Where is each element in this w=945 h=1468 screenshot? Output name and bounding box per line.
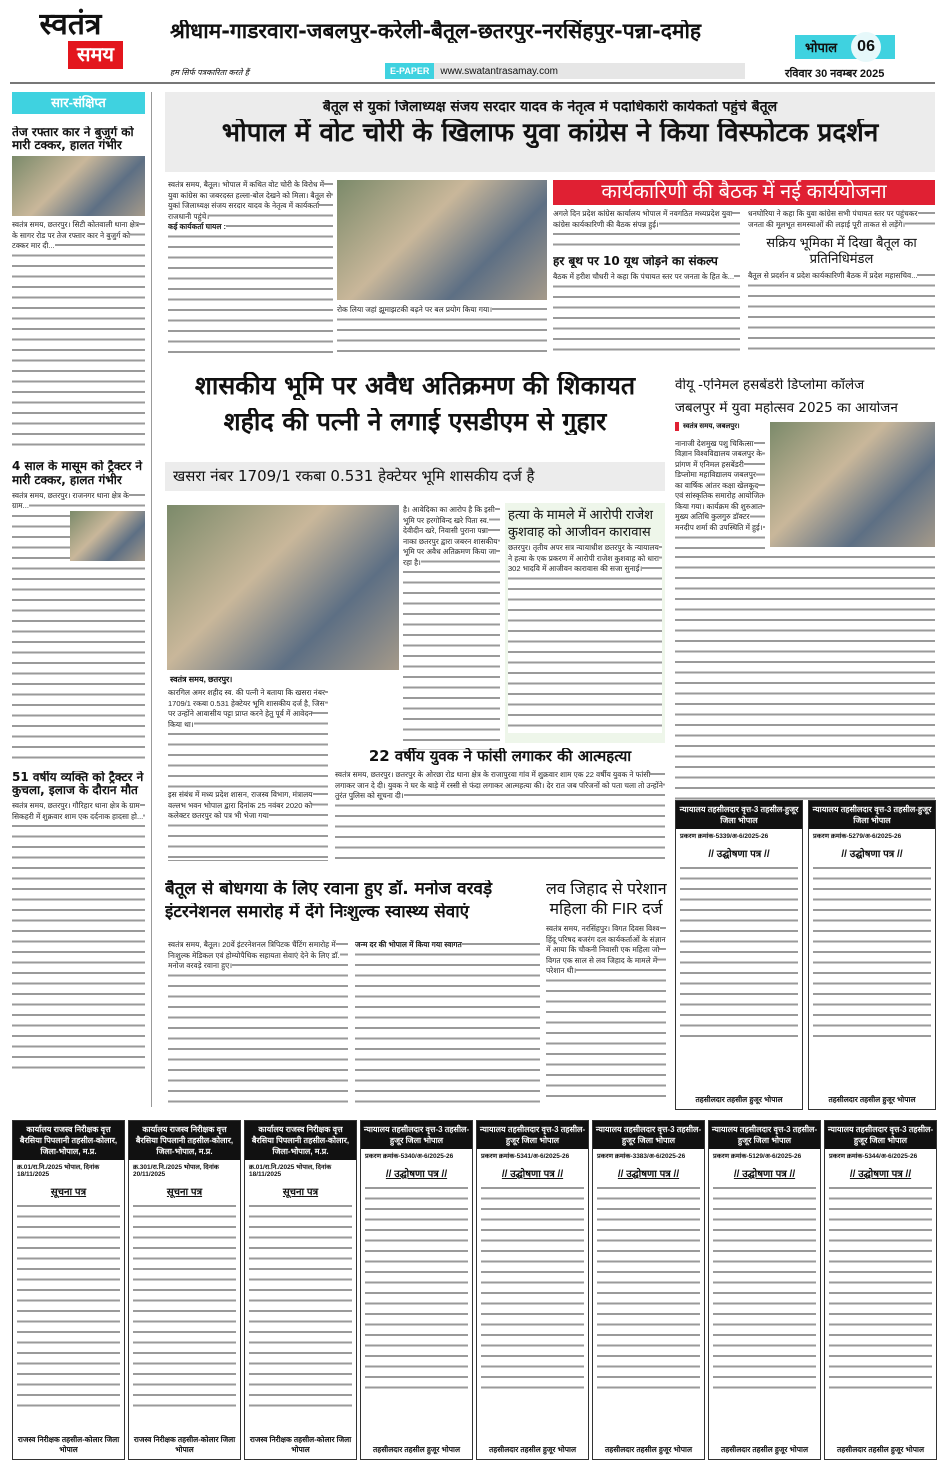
college-dateline: स्वतंत्र समय, जबलपुर। [675, 422, 765, 431]
notice-court: न्यायालय तहसीलदार वृत्त-3 तहसील-हुजूर जिला भोपाल [593, 1121, 704, 1149]
lead-body [168, 180, 333, 360]
notice-body [365, 1184, 468, 1392]
notice-title: // उद्घोषणा पत्र // [501, 1169, 564, 1180]
sidebar-head-2: 4 साल के मासूम को ट्रैक्टर ने मारी टक्कर, हालत गंभीर [12, 460, 143, 487]
notice-sign: तहसीलदार तहसील हुजूर भोपाल [372, 1445, 461, 1454]
notice-court: कार्यालय राजस्व निरीक्षक वृत्त बैरसिया पिपलानी तहसील-कोलार, जिला-भोपाल, म.प्र. [245, 1121, 356, 1160]
college-story [675, 378, 935, 798]
notice-title: // उद्घोषणा पत्र // [733, 1169, 796, 1180]
college-headline-2: जबलपुर में युवा महोत्सव 2025 का आयोजन [675, 400, 898, 416]
notice-body [597, 1184, 700, 1392]
notice-bottom [360, 1120, 473, 1460]
murder-box [505, 503, 665, 743]
box-sub1: हर बूथ पर 10 यूथ जोड़ने का संकल्प [553, 255, 718, 268]
love-story [546, 880, 666, 1104]
notice-court: न्यायालय तहसीलदार वृत्त-3 तहसील-हुजूर जिला भोपाल [477, 1121, 588, 1149]
text: इस संबंध में मध्य प्रदेश शासन, राजस्व विभाग, मंत्रालय वल्लभ भवन भोपाल द्वारा दिनांक 25 नवंबर 2020 को कलेक्टर छतरपुर को पत्र भी भेजा गया [168, 790, 313, 820]
second-heading [165, 372, 665, 435]
notice-court: न्यायालय तहसीलदार वृत्त-3 तहसील-हुजूर जिला भोपाल [709, 1121, 820, 1149]
suicide-body [335, 770, 665, 862]
college-body-top [675, 439, 765, 549]
text: नानाजी देशमुख पशु चिकित्सा विज्ञान विश्वविद्यालय जबलपुर के प्रांगण में एनिमल हसबेंडरी डिप्लोमा महाविद्यालय जबलपुर का वार्षिक आंतर कक्षा खेलकूद एवं सांस्कृतिक समारोह आयोजित किया गया। कार्यक्रम की शुरुआत मुख्य अतिथि कुलगुरु डॉक्टर मनदीप शर्मा की उपस्थिति में हुई। [675, 438, 764, 532]
second-photo [167, 505, 399, 670]
sidebar-body-3 [12, 801, 145, 1071]
notice-court: न्यायालय तहसीलदार वृत्त-3 तहसील-हुजूर जिला भोपाल [676, 801, 802, 829]
notice-case: प्रकरण क्रमांक-5129/अ-6/2025-26 [713, 1153, 802, 1160]
murder-headline: हत्या के मामले में आरोपी राजेश कुशवाह को आजीवन कारावास [508, 507, 654, 539]
text: स्वतंत्र समय, छतरपुर। छतरपुर के ओरछा रोड थाना क्षेत्र के राजापुरवा गांव में शुक्रवार शाम एक 22 वर्षीय युवक ने फांसी लगाकर जान दे दी। युवक ने घर के बाड़े में रस्सी से फंदा लगाकर आत्महत्या की। देर रात जब परिजनों को पता चला तो उन्होंने तुरंत पुलिस को सूचना दी। [335, 770, 663, 800]
text: स्वतंत्र समय, नरसिंहपुर। विगत दिवस विश्व हिंदू परिषद बजरंग दल कार्यकर्ताओं के संज्ञान में आया कि चौकनी निवासी एक महिला जो विगत एक साल से लव जिहाद के मामले में परेशान थी। [546, 924, 666, 975]
text: स्वतंत्र समय, बैतूल। भोपाल में कथित वोट चोरी के विरोध में युवा कांग्रेस का जबरदस्त हल्ला-बोल देखने को मिला। बैतूल से युकां जिलाध्यक्ष संजय सरदार यादव के नेतृत्व में कार्यकर्ता राजधानी पहुंचे। [168, 180, 332, 221]
notice-body [249, 1202, 352, 1410]
lead-photo [337, 180, 547, 300]
lead-headline: भोपाल में वोट चोरी के खिलाफ युवा कांग्रेस ने किया विस्फोटक प्रदर्शन [221, 119, 879, 148]
lead-heading [165, 92, 935, 172]
murder-body [508, 543, 662, 733]
notice-body [713, 1184, 816, 1392]
notice-court: न्यायालय तहसीलदार वृत्त-3 तहसील-हुजूर जिला भोपाल [825, 1121, 936, 1149]
masthead-logo [18, 8, 123, 80]
manoj-headline-2: इंटरनेशनल समारोह में देंगे निःशुल्क स्वास्थ्य सेवाएं [165, 902, 470, 922]
notice-title: सूचना पत्र [282, 1187, 319, 1198]
notice-case: क्र.301/रा.नि./2025 भोपाल, दिनांक 20/11/2025 [133, 1164, 219, 1178]
suicide-headline: 22 वर्षीय युवक ने फांसी लगाकर की आत्महत्या [368, 748, 632, 765]
notice-court: न्यायालय तहसीलदार वृत्त-3 तहसील-हुजूर जिला भोपाल [361, 1121, 472, 1149]
second-dateline: स्वतंत्र समय, छतरपुर। [170, 675, 233, 684]
tagline: हम सिर्फ पत्रकारिता करते हैं [170, 68, 249, 77]
notice-sign: तहसीलदार तहसील हुजूर भोपाल [720, 1445, 809, 1454]
page-number: 06 [851, 32, 881, 62]
notice-sign: तहसीलदार तहसील हुजूर भोपाल [604, 1445, 693, 1454]
epaper-badge[interactable]: E-PAPER [385, 63, 434, 79]
notice-body [829, 1184, 932, 1392]
notice-bottom [824, 1120, 937, 1460]
notice-case: क्र.01/रा.नि./2025 भोपाल, दिनांक 18/11/2025 [17, 1164, 100, 1178]
box-headline: कार्यकारिणी की बैठक में नई कार्ययोजना [553, 180, 935, 205]
lead-kicker: बैतूल से युकां जिलाध्यक्ष संजय सरदार यादव के नेतृत्व में पदाधिकारी कार्यकर्ता पहुंचे बैतूल [322, 100, 778, 115]
notice-title: // उद्घोषणा पत्र // [841, 849, 903, 860]
notice-title: // उद्घोषणा पत्र // [708, 849, 770, 860]
text: रोक लिया जहां झूमाझटकी बढ़ने पर बल प्रयोग किया गया। [337, 305, 493, 314]
text: धनघोरिया ने कहा कि युवा कांग्रेस सभी पंचायत स्तर पर पहुंचकर जनता की मूलभूत समस्याओं की लड़ाई पूरी ताकत से लड़ेंगे। [748, 209, 918, 229]
college-body [675, 553, 935, 803]
notice-sign: राजस्व निरीक्षक तहसील-कोलार जिला भोपाल [249, 1435, 352, 1454]
box-p1 [553, 209, 740, 251]
edition-label: भोपाल [805, 40, 838, 55]
website-link[interactable]: www.swatantrasamay.com [440, 65, 558, 77]
notice-bottom [592, 1120, 705, 1460]
box-p2 [553, 272, 740, 352]
love-headline-1: लव जिहाद से परेशान [546, 881, 667, 898]
sidebar-body-2 [12, 491, 145, 761]
text: स्वतंत्र समय, बैतूल। 20वें इंटरनेशनल त्रिपिटक चैंटिंग समारोह में निःशुल्क मेडिकल एवं होम्योपैथिक सहायता सेवाएं देने के लिए डॉ. मनोज वरवड़े रवाना हुए। [168, 940, 340, 970]
subhead: कई कार्यकर्ता घायल : [168, 222, 227, 231]
lead-caption [337, 305, 547, 360]
notice-sign: तहसीलदार तहसील हुजूर भोपाल [836, 1445, 925, 1454]
notice-case: प्रकरण क्रमांक-5341/अ-6/2025-26 [481, 1153, 570, 1160]
second-headline-1: शासकीय भूमि पर अवैध अतिक्रमण की शिकायत [194, 372, 636, 400]
manoj-body-1 [168, 940, 348, 1105]
notice-sign: तहसीलदार तहसील हुजूर भोपाल [695, 1095, 783, 1104]
notice-bottom [244, 1120, 357, 1460]
second-headline-2: शहीद की पत्नी ने लगाई एसडीएम से गुहार [223, 407, 607, 435]
sidebar-photo-1 [12, 156, 145, 216]
love-body [546, 924, 666, 1104]
notice-body [813, 864, 931, 1042]
url-bar [385, 63, 745, 79]
notice-body [133, 1202, 236, 1410]
text: स्वतंत्र समय, छतरपुर। गौरिहार थाना क्षेत्र के ग्राम सिकहरी में शुक्रवार शाम एक दर्दनाक हादसा हो... [12, 801, 144, 821]
notice-body [680, 864, 798, 1042]
notice-case: प्रकरण क्रमांक-3383/अ-6/2025-26 [597, 1153, 686, 1160]
text: स्वतंत्र समय, छतरपुर। राजनगर थाना क्षेत्र के ग्राम... [12, 490, 129, 511]
text: छतरपुर। तृतीय अपर सत्र न्यायाधीश छतरपुर के न्यायालय ने हत्या के एक प्रकरण में आरोपी राजेश कुशवाह को धारा 302 भादवि में आजीवन कारावास की सजा सुनाई। [508, 543, 659, 573]
edition-box [795, 35, 895, 59]
notice-title: // उद्घोषणा पत्र // [385, 1169, 448, 1180]
sidebar-head-1: तेज रफ्तार कार ने बुजुर्ग को मारी टक्कर, हालत गंभीर [12, 126, 134, 153]
notice-court: न्यायालय तहसीलदार वृत्त-3 तहसील-हुजूर जिला भोपाल [809, 801, 935, 829]
love-headline-2: महिला की FIR दर्ज [549, 901, 663, 918]
box-p4 [748, 271, 935, 356]
notice-right-1 [675, 800, 803, 1110]
sidebar-title: सार-संक्षिप्त [12, 92, 145, 114]
notice-right-2 [808, 800, 936, 1110]
second-body-3 [168, 790, 328, 860]
box-sub2: सक्रिय भूमिका में दिखा बैतूल का प्रतिनिधिमंडल [766, 235, 917, 266]
notice-body [17, 1202, 120, 1410]
sidebar-head-3: 51 वर्षीय व्यक्ति को ट्रैक्टर ने कुचला, इलाज के दौरान मौत [12, 770, 144, 797]
notice-title: // उद्घोषणा पत्र // [849, 1169, 912, 1180]
text: स्वतंत्र समय, छतरपुर। सिटी कोतवाली थाना क्षेत्र के सागर रोड पर तेज रफ्तार कार ने बुजुर्ग को टक्कर मार दी... [12, 220, 139, 251]
notice-court: कार्यालय राजस्व निरीक्षक वृत्त बैरसिया पिपलानी तहसील-कोलार, जिला-भोपाल, म.प्र. [13, 1121, 124, 1160]
text: कारगिल अमर शहीद स्व. की पत्नी ने बताया कि खसरा नंबर 1709/1 रकबा 0.531 हेक्टेयर भूमि शासकीय दर्ज है, जिस पर उन्होंने आवासीय पट्टा प्राप्त करने हेतु पूर्व में आवेदन किया था। [168, 688, 326, 729]
sidebar [12, 92, 152, 1107]
text: बैतूल से प्रदर्शन व प्रदेश कार्यकारिणी बैठक में प्रदेश महासचिव... [748, 271, 918, 280]
text: बैठक में हरीश चौधरी ने कहा कि पंचायत स्तर पर जनता के हित के... [553, 272, 735, 282]
notice-case: क्र.01/रा.नि./2025 भोपाल, दिनांक 18/11/2025 [249, 1164, 332, 1178]
logo-bottom: समय [68, 41, 123, 69]
notice-bottom [708, 1120, 821, 1460]
notice-case: प्रकरण क्रमांक-5344/अ-6/2025-26 [829, 1153, 918, 1160]
second-body-1 [403, 505, 500, 750]
notice-title: // उद्घोषणा पत्र // [617, 1169, 680, 1180]
manoj-body-2 [355, 940, 540, 1105]
notice-sign: राजस्व निरीक्षक तहसील-कोलार जिला भोपाल [17, 1435, 120, 1454]
sidebar-photo-2 [70, 511, 145, 561]
notice-bottom [128, 1120, 241, 1460]
lead-box [553, 180, 935, 360]
notice-court: कार्यालय राजस्व निरीक्षक वृत्त बैरसिया पिपलानी तहसील-कोलार, जिला-भोपाल, म.प्र. [129, 1121, 240, 1160]
notice-sign: तहसीलदार तहसील हुजूर भोपाल [828, 1095, 916, 1104]
college-photo [770, 422, 935, 547]
second-subhead: खसरा नंबर 1709/1 रकबा 0.531 हेक्टेयर भूमि शासकीय दर्ज है [165, 462, 665, 491]
header-rule [10, 82, 935, 84]
notice-case: प्रकरण क्रमांक-5339/अ-6/2025-26 [680, 833, 769, 840]
notice-body [481, 1184, 584, 1392]
text: अगले दिन प्रदेश कांग्रेस कार्यालय भोपाल में नवगठित मध्यप्रदेश युवा कांग्रेस कार्यकारिणी की बैठक संपन्न हुई। [553, 209, 733, 229]
notice-title: सूचना पत्र [166, 1187, 203, 1198]
notice-case: प्रकरण क्रमांक-5279/अ-6/2025-26 [813, 833, 902, 840]
notice-bottom [12, 1120, 125, 1460]
second-body-3-wrap [168, 790, 328, 860]
notice-title: सूचना पत्र [50, 1187, 87, 1198]
sidebar-body-1 [12, 220, 145, 450]
bottom-notices [12, 1120, 937, 1460]
subhead: जन्म दर की भोपाल में किया गया स्वागत [355, 940, 462, 949]
logo-top: स्वतंत्र [39, 8, 102, 41]
manoj-heading [165, 880, 540, 921]
text: है। आवेदिका का आरोप है कि इसी भूमि पर हरगोविन्द खरे पिता स्व. देवीदीन खरे, निवासी पुराना पन्ना नाका छतरपुर द्वारा जबरन शासकीय भूमि पर अवैध अतिक्रमण किया जा रहा है। [403, 505, 498, 567]
issue-date: रविवार 30 नवम्बर 2025 [785, 68, 885, 80]
box-p3 [748, 209, 935, 231]
notice-sign: तहसीलदार तहसील हुजूर भोपाल [488, 1445, 577, 1454]
college-headline-1: वीयू -एनिमल हसबेंडरी डिप्लोमा कॉलेज [675, 378, 865, 393]
cities-strip: श्रीधाम-गाडरवारा-जबलपुर-करेली-बैतूल-छतरपुर-नरसिंहपुर-पन्ना-दमोह [170, 20, 702, 43]
notice-sign: राजस्व निरीक्षक तहसील-कोलार जिला भोपाल [133, 1435, 236, 1454]
notice-case: प्रकरण क्रमांक-5340/अ-6/2025-26 [365, 1153, 454, 1160]
manoj-headline-1: बैतूल से बोधगया के लिए रवाना हुए डॉ. मनोज वरवड़े [165, 880, 493, 899]
notice-bottom [476, 1120, 589, 1460]
